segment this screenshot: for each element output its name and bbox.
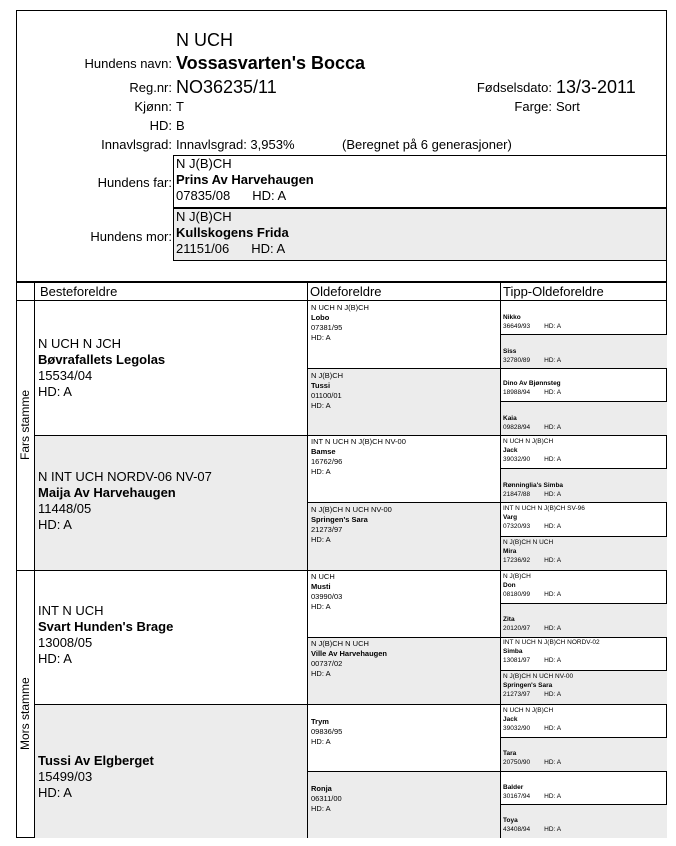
sire-label: Hundens far: [97,175,172,190]
grandparent-reg: 13008/05 [38,635,93,650]
gggp-reg: 09828/94 [503,424,531,431]
great-great-grandparent-8 [503,538,665,565]
great-great-grandparent-7 [503,504,665,531]
gggp-hd: HD: A [544,456,562,463]
dog-hd: B [176,118,185,133]
great-great-grandparent-3 [503,379,665,397]
gggp-hd: HD: A [544,591,562,598]
grandparent-1 [38,336,304,400]
great-great-grandparent-14 [503,749,665,767]
ggp-col-divider [500,282,501,838]
side-divider [16,570,667,571]
ggp-hd: HD: A [311,535,331,544]
grandparent-hd: HD: A [38,517,72,532]
gggp-divider-3 [500,401,667,402]
gggp-reg-hd [503,656,665,665]
dog-titles: N UCH [176,30,233,50]
ggp-reg: 16762/96 [311,457,343,466]
gggp-name: Rønninglia's Simba [503,482,564,489]
gggp-hd: HD: A [544,725,562,732]
ggp-hd: HD: A [311,467,331,476]
gggp-reg-hd [503,690,665,699]
grandparent-name: Maija Av Harvehaugen [38,485,176,500]
gggp-reg: 43408/94 [503,826,531,833]
ggp-hd: HD: A [311,401,331,410]
sire-titles: N J(B)CH [176,156,232,171]
ggp-hd: HD: A [311,333,331,342]
great-grandparent-4 [311,505,498,545]
gggp-titles: INT N UCH N J(B)CH NORDV-02 [503,639,600,646]
sire-hd: HD: A [252,188,287,203]
gggp-reg-hd [503,758,665,767]
ggp-reg: 07381/95 [311,323,343,332]
great-great-grandparent-10 [503,615,665,633]
great-great-grandparent-12 [503,672,665,699]
gggp-reg: 36649/93 [503,323,531,330]
gggp-reg-hd [503,522,665,531]
ggp-hd: HD: A [311,602,331,611]
gggp-reg: 21273/97 [503,691,531,698]
gggp-reg: 13081/97 [503,657,531,664]
gggp-hd: HD: A [544,357,562,364]
dam-info [176,209,656,257]
gggp-titles: N J(B)CH N UCH NV-00 [503,673,574,680]
gggp-name: Siss [503,348,517,355]
grandparent-reg: 15499/03 [38,769,93,784]
gggp-reg: 32780/89 [503,357,531,364]
col-header-great-great-grandparents: Tipp-Oldeforeldre [503,284,604,299]
grandparent-titles: N INT UCH NORDV-06 NV-07 [38,469,212,484]
sire-name: Prins Av Harvehaugen [176,172,314,187]
dam-hd: HD: A [251,241,286,256]
great-great-grandparent-4 [503,414,665,432]
grandparent-reg: 11448/05 [38,501,92,516]
gggp-reg-hd [503,724,665,733]
ggp-titles: N J(B)CH [311,371,344,380]
ggp-name: Ville Av Harvehaugen [311,649,388,658]
gggp-name: Simba [503,648,523,655]
grandparent-titles: N UCH N JCH [38,336,122,351]
great-great-grandparent-9 [503,572,665,599]
gggp-reg: 39032/90 [503,725,531,732]
ggp-name: Lobo [311,313,330,322]
gggp-name: Kaia [503,415,517,422]
gggp-hd: HD: A [544,491,562,498]
gggp-name: Balder [503,784,524,791]
gggp-name: Mira [503,548,517,555]
sire-reg-hd [176,188,656,204]
great-great-grandparent-16 [503,816,665,834]
great-grandparent-1 [311,303,498,343]
gggp-reg-hd [503,356,665,365]
sire-info [176,156,656,204]
gggp-reg-hd [503,792,665,801]
gggp-reg-hd [503,388,665,397]
grandparent-name: Svart Hunden's Brage [38,619,174,634]
dog-sex: T [176,99,184,114]
gggp-name: Varg [503,514,518,521]
gggp-divider-15 [500,804,667,805]
great-grandparent-2 [311,371,498,411]
great-grandparent-5 [311,572,498,612]
grandparent-hd: HD: A [38,651,72,666]
ggp-hd: HD: A [311,804,331,813]
grandparent-reg: 15534/04 [38,368,93,383]
dam-label: Hundens mor: [90,229,172,244]
gggp-reg: 07320/93 [503,523,531,530]
gggp-name: Toya [503,817,518,824]
gggp-name: Springen's Sara [503,682,553,689]
gggp-reg-hd [503,624,665,633]
ggp-reg: 01100/01 [311,391,342,400]
gggp-reg: 39032/90 [503,456,531,463]
gggp-divider-7 [500,536,667,537]
gggp-hd: HD: A [544,323,562,330]
gggp-reg: 20120/97 [503,625,531,632]
gggp-reg: 20750/90 [503,759,531,766]
gggp-divider-5 [500,468,667,469]
grandparent-titles: INT N UCH [38,603,104,618]
dog-color: Sort [556,99,580,114]
gggp-hd: HD: A [544,625,562,632]
gp-divider-1 [34,435,667,436]
great-grandparent-7 [311,717,498,747]
gggp-reg-hd [503,490,665,499]
ggp-name: Bamse [311,447,336,456]
gp-divider-3 [34,704,667,705]
grandparent-4 [38,753,304,801]
name-label: Hundens navn: [84,56,172,71]
dam-side-label: Mors stamme [18,677,32,750]
gggp-hd: HD: A [544,793,562,800]
header-row-divider [16,300,667,301]
gggp-hd: HD: A [544,759,562,766]
gggp-reg: 21847/88 [503,491,531,498]
gggp-reg-hd [503,590,665,599]
gggp-reg: 30167/94 [503,793,531,800]
gggp-divider-13 [500,737,667,738]
ggp-name: Ronja [311,784,332,793]
gggp-hd: HD: A [544,691,562,698]
grandparent-2 [38,469,304,533]
grandparent-hd: HD: A [38,785,72,800]
side-col-divider [34,282,35,838]
gggp-titles: N UCH N J(B)CH [503,438,554,445]
gggp-name: Jack [503,716,518,723]
inbreeding-value: Innavlsgrad: 3,953% [176,137,295,152]
grandparent-name: Bøvrafallets Legolas [38,352,166,367]
gggp-reg-hd [503,423,665,432]
gggp-hd: HD: A [544,826,562,833]
ggp-titles: N J(B)CH N UCH [311,639,369,648]
ggp-hd: HD: A [311,669,331,678]
great-great-grandparent-6 [503,481,665,499]
great-great-grandparent-11 [503,638,665,665]
grandparent-3 [38,603,304,667]
great-grandparent-8 [311,784,498,814]
gggp-divider-11 [500,670,667,671]
ggp-divider-7 [307,771,667,772]
gggp-divider-1 [500,334,667,335]
ggp-titles: INT N UCH N J(B)CH NV-00 [311,437,406,446]
gggp-reg: 17236/92 [503,557,531,564]
ggp-hd: HD: A [311,737,331,746]
ggp-reg: 00737/02 [311,659,343,668]
gggp-reg: 08180/99 [503,591,531,598]
gggp-hd: HD: A [544,523,562,530]
ggp-divider-1 [307,368,667,369]
grandparent-name: Tussi Av Elgberget [38,753,154,768]
great-grandparent-3 [311,437,498,477]
great-grandparent-6 [311,639,498,679]
gggp-reg-hd [503,825,665,834]
gggp-reg-hd [503,322,665,331]
dog-birth-date: 13/3-2011 [556,77,636,97]
gggp-divider-9 [500,603,667,604]
ggp-reg: 03990/03 [311,592,343,601]
gggp-hd: HD: A [544,557,562,564]
ggp-titles: N UCH N J(B)CH [311,303,369,312]
gggp-hd: HD: A [544,389,562,396]
inbreeding-label: Innavlsgrad: [101,137,172,152]
gggp-name: Nikko [503,314,521,321]
gggp-reg-hd [503,556,665,565]
col-header-great-grandparents: Oldeforeldre [310,284,382,299]
ggp-name: Springen's Sara [311,515,368,524]
ggp-name: Musti [311,582,331,591]
ggp-reg: 21273/97 [311,525,343,534]
great-great-grandparent-15 [503,783,665,801]
color-label: Farge: [514,99,552,114]
gggp-name: Don [503,582,516,589]
sire-reg: 07835/08 [176,188,231,203]
dam-reg: 21151/06 [176,241,230,256]
great-great-grandparent-1 [503,313,665,331]
gggp-name: Tara [503,750,517,757]
dog-reg-number: NO36235/11 [176,77,277,97]
gggp-hd: HD: A [544,424,562,431]
gggp-reg-hd [503,455,665,464]
gggp-name: Dino Av Bjønnsteg [503,380,561,387]
birth-label: Fødselsdato: [476,80,552,95]
col-header-grandparents: Besteforeldre [40,284,118,299]
ggp-reg: 09836/95 [311,727,343,736]
great-great-grandparent-2 [503,347,665,365]
sire-side-label: Fars stamme [18,389,32,460]
gggp-titles: INT N UCH N J(B)CH SV-96 [503,505,585,512]
sex-label: Kjønn: [134,99,172,114]
dam-name: Kullskogens Frida [176,225,289,240]
dam-reg-hd [176,241,656,257]
ggp-name: Tussi [311,381,331,390]
ggp-name: Trym [311,717,329,726]
great-great-grandparent-13 [503,706,665,733]
gggp-titles: N J(B)CH [503,573,531,580]
hd-label: HD: [149,118,172,133]
inbreeding-note: (Beregnet på 6 generasjoner) [342,137,512,152]
reg-label: Reg.nr: [129,80,172,95]
gp-col-divider [307,282,308,838]
gggp-titles: N J(B)CH N UCH [503,539,554,546]
grandparent-hd: HD: A [38,384,72,399]
gggp-name: Zita [503,616,515,623]
great-great-grandparent-5 [503,437,665,464]
ggp-titles: N UCH [311,572,335,581]
gggp-hd: HD: A [544,657,562,664]
dog-name: Vossasvarten's Bocca [176,53,366,73]
gggp-name: Jack [503,447,518,454]
gggp-reg: 18988/94 [503,389,531,396]
ggp-titles: N J(B)CH N UCH NV-00 [311,505,392,514]
ggp-divider-3 [307,502,667,503]
gggp-titles: N UCH N J(B)CH [503,707,554,714]
ggp-reg: 06311/00 [311,794,342,803]
dam-titles: N J(B)CH [176,209,232,224]
